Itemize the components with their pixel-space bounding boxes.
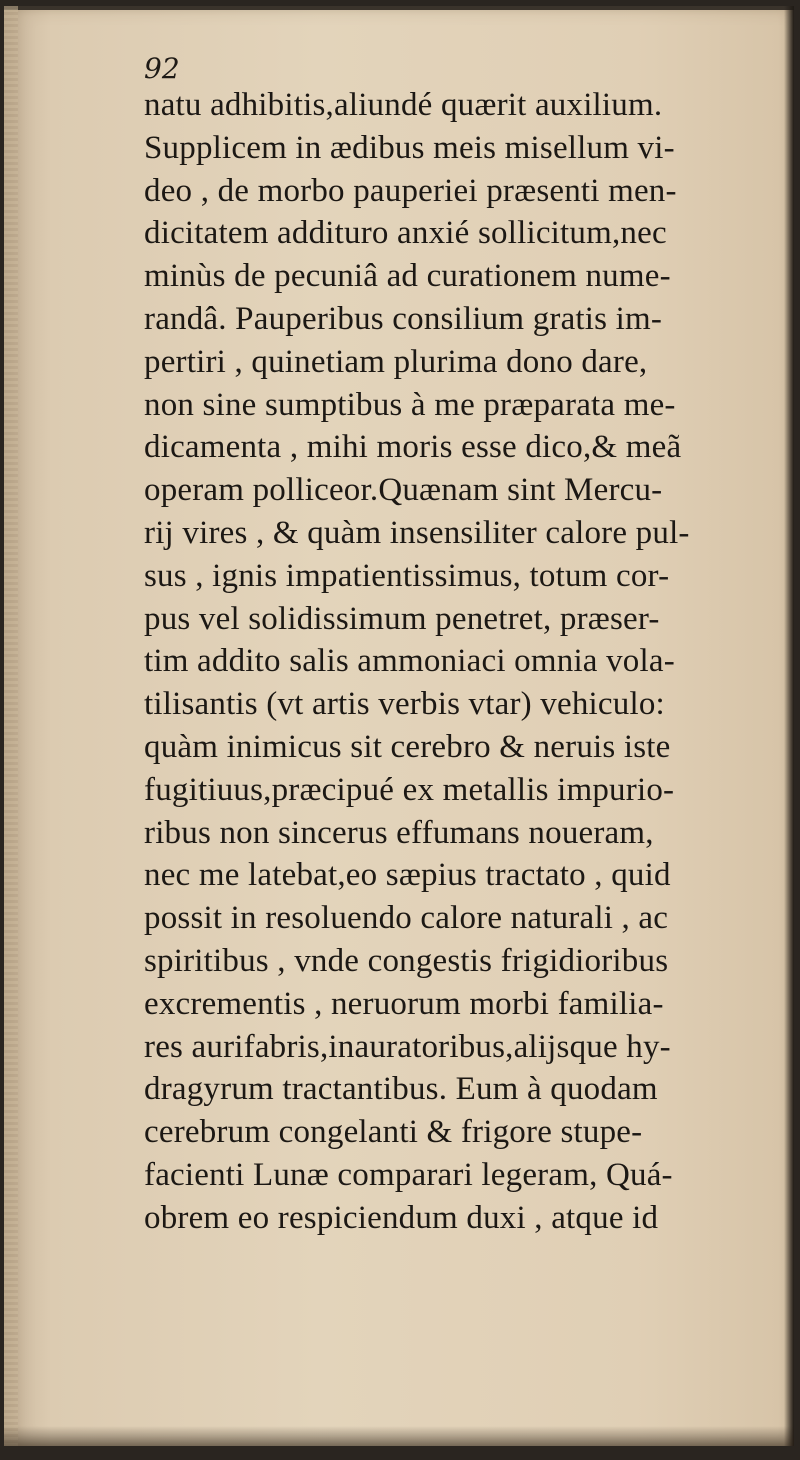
text-line: quàm inimicus sit cerebro & neruis iste (144, 728, 671, 765)
text-line: fugitiuus,præcipué ex metallis impurio- (144, 771, 675, 808)
text-line: non sine sumptibus à me præparata me- (144, 386, 676, 423)
text-line: tilisantis (vt artis verbis vtar) vehiculo: (144, 686, 665, 723)
text-line: nec me latebat,eo sæpius tractato , quid (144, 857, 671, 894)
text-line: minùs de pecuniâ ad curationem nume- (144, 258, 671, 295)
text-line: sus , ignis impatientissimus, totum cor- (144, 557, 670, 594)
text-line: ribus non sincerus effumans noueram, (144, 814, 654, 851)
text-line: natu adhibitis,aliundé quærit auxilium. (144, 87, 663, 123)
text-line: randâ. Pauperibus consilium gratis im- (144, 300, 663, 337)
text-line: res aurifabris,inauratoribus,alijsque hy- (144, 1028, 671, 1065)
page-number: 92 (144, 52, 180, 85)
text-line: spiritibus , vnde congestis frigidioribus (144, 942, 669, 979)
text-line: dicamenta , mihi moris esse dico,& meã (144, 429, 682, 466)
text-line: facienti Lunæ comparari legeram, Quá- (144, 1156, 673, 1193)
body-text (144, 84, 784, 1240)
text-line: excrementis , neruorum morbi familia- (144, 985, 664, 1022)
text-line: pus vel solidissimum penetret, præser- (144, 600, 660, 637)
book-page (4, 6, 794, 1446)
text-line: tim addito salis ammoniaci omnia vola- (144, 643, 675, 680)
text-line: dragyrum tractantibus. Eum à quodam (144, 1071, 658, 1108)
text-line: pertiri , quinetiam plurima dono dare, (144, 343, 648, 380)
text-line: rij vires , & quàm insensiliter calore pul- (144, 514, 690, 551)
text-line: deo , de morbo pauperiei præsenti men- (144, 172, 677, 209)
text-line: dicitatem addituro anxié sollicitum,nec (144, 215, 667, 252)
top-rule (4, 6, 794, 10)
text-line: cerebrum congelanti & frigore stupe- (144, 1114, 643, 1151)
page-edge-shadow (784, 6, 794, 1446)
bottom-shadow (4, 1426, 794, 1446)
text-line: possit in resoluendo calore naturali , ac (144, 900, 669, 937)
gutter-edge (4, 6, 18, 1446)
text-line: Supplicem in ædibus meis misellum vi- (144, 129, 675, 166)
text-line: obrem eo respiciendum duxi , atque id (144, 1199, 659, 1236)
text-line: operam polliceor.Quænam sint Mercu- (144, 472, 663, 509)
